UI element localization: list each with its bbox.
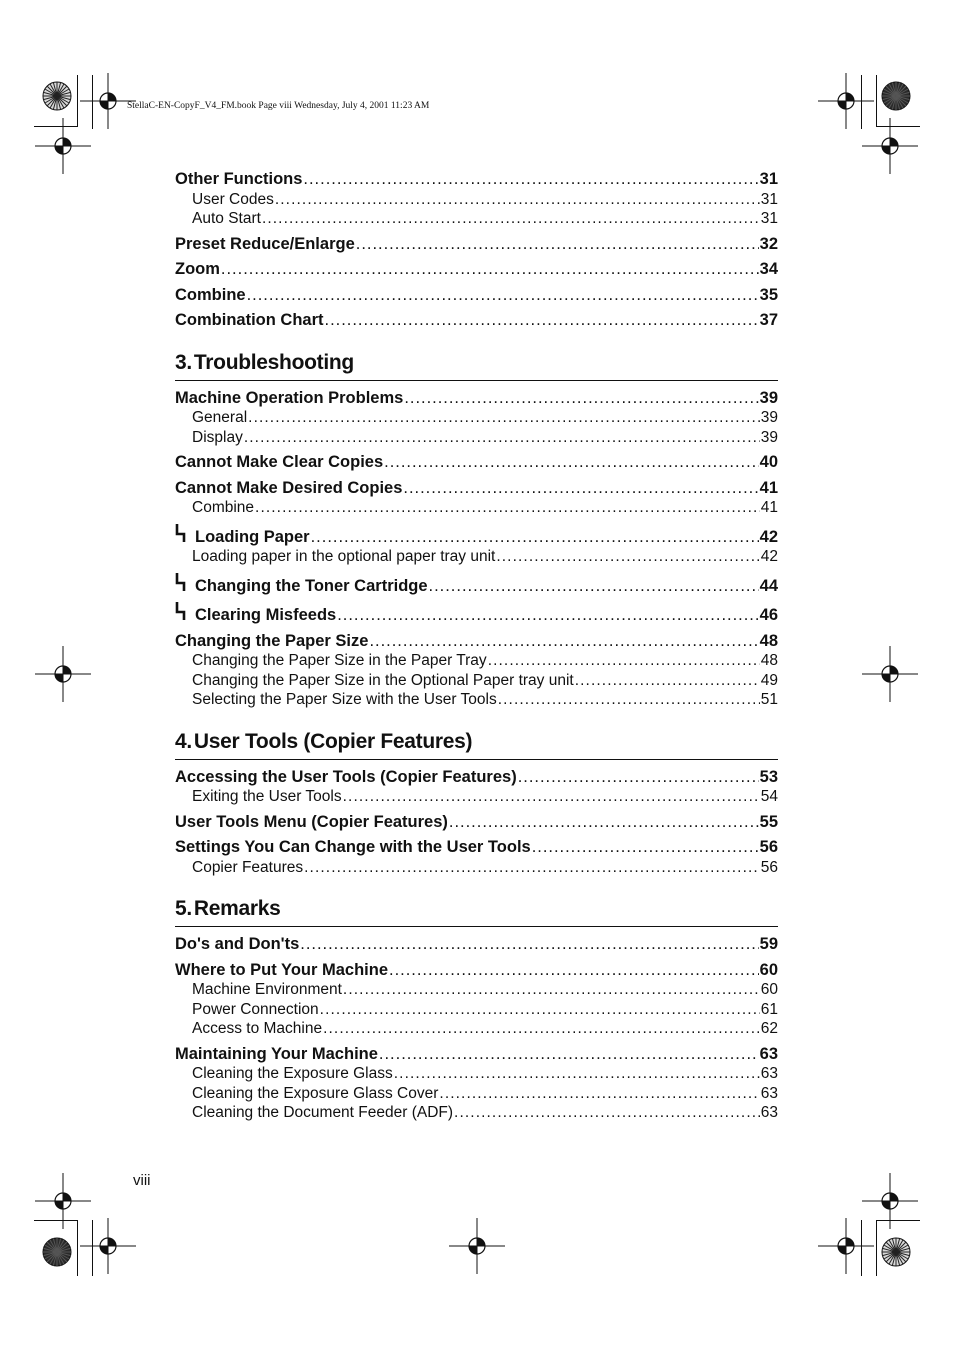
dot-leader <box>429 577 759 597</box>
toc-entry-label: Maintaining Your Machine <box>175 1044 378 1063</box>
toc-page-number: 61 <box>760 1000 778 1018</box>
toc-page-number: 48 <box>759 631 778 650</box>
toc-subentry[interactable] <box>175 787 778 807</box>
crop-mark <box>34 126 78 127</box>
dot-leader <box>518 768 759 788</box>
toc-subentry[interactable] <box>175 980 778 1000</box>
chapter-heading <box>175 730 778 760</box>
toc-page-number: 60 <box>760 981 778 998</box>
crosshair-icon <box>818 1218 874 1274</box>
toc-entry[interactable] <box>175 813 778 833</box>
dot-leader <box>394 1064 760 1084</box>
dot-leader <box>532 838 759 858</box>
toc-entry-label: Access to Machine <box>192 1020 323 1037</box>
dot-leader <box>389 961 759 981</box>
toc-page-number: 46 <box>759 606 778 624</box>
toc-page-number: 41 <box>759 478 778 497</box>
toc-page-number: 31 <box>760 190 778 208</box>
toc-entry-label: Other Functions <box>175 170 303 188</box>
dot-leader <box>379 1045 759 1065</box>
toc-entry[interactable] <box>175 479 778 499</box>
toc-entry-label: Display <box>192 428 243 446</box>
color-disk-icon <box>881 1237 911 1267</box>
dot-leader <box>369 632 758 652</box>
dot-leader <box>275 190 760 210</box>
toc-entry-label: Changing the Paper Size in the Paper Tray <box>192 652 487 669</box>
toc-subentry[interactable] <box>175 1019 778 1039</box>
toc-page-number: 55 <box>759 812 778 831</box>
crop-mark <box>876 126 920 127</box>
hand-icon <box>175 524 195 548</box>
dot-leader <box>311 528 759 548</box>
toc-entry-label: Changing the Paper Size in the Optional Paper tray unit <box>192 671 574 689</box>
dot-leader <box>404 389 758 409</box>
dot-leader <box>449 813 759 833</box>
toc-entry-label: General <box>192 409 248 426</box>
toc-subentry[interactable] <box>175 651 778 671</box>
dot-leader <box>323 1019 760 1039</box>
toc-subentry[interactable] <box>175 1084 778 1104</box>
dot-leader <box>300 935 758 955</box>
toc-entry-label: Loading Paper <box>195 527 310 546</box>
crosshair-icon <box>80 1218 136 1274</box>
toc-entry-label: Combine <box>192 499 255 516</box>
toc-subentry[interactable] <box>175 547 778 567</box>
dot-leader <box>320 1000 760 1020</box>
toc-subentry[interactable] <box>175 1064 778 1084</box>
dot-leader <box>303 170 758 190</box>
dot-leader <box>384 453 759 473</box>
toc-entry-label: Copier Features <box>192 858 304 876</box>
crop-mark <box>92 75 93 129</box>
toc-page-number: 59 <box>759 935 778 953</box>
dot-leader <box>248 408 760 428</box>
toc-entry-label: Where to Put Your Machine <box>175 960 388 979</box>
toc-entry-label: Selecting the Paper Size with the User Tools <box>192 691 497 708</box>
toc-entry-label: Changing the Toner Cartridge <box>195 576 428 595</box>
toc-page-number: 63 <box>760 1104 778 1121</box>
toc-subentry[interactable] <box>175 190 778 210</box>
dot-leader <box>496 547 759 567</box>
toc-entry-label: Zoom <box>175 260 220 278</box>
toc-entry[interactable] <box>175 260 778 280</box>
crop-mark <box>92 1220 93 1276</box>
toc-page-number: 54 <box>760 788 778 805</box>
toc-subentry[interactable] <box>175 671 778 691</box>
toc-page-number: 42 <box>759 527 778 546</box>
toc-page-number: 44 <box>759 576 778 595</box>
toc-entry[interactable] <box>175 602 778 626</box>
chapter-number: 5. <box>175 897 192 920</box>
toc-page-number: 48 <box>760 652 778 669</box>
toc-entry-label: User Tools Menu (Copier Features) <box>175 812 448 831</box>
toc-entry-label: Exiting the User Tools <box>192 788 342 805</box>
dot-leader <box>221 260 759 280</box>
toc-page-number: 39 <box>760 428 778 446</box>
toc-entry[interactable] <box>175 935 778 955</box>
crop-mark <box>876 1220 920 1221</box>
dot-leader <box>403 479 758 499</box>
toc-entry-label: Cannot Make Desired Copies <box>175 478 403 497</box>
toc-subentry[interactable] <box>175 428 778 448</box>
toc-page-number: 63 <box>760 1084 778 1102</box>
crop-mark <box>34 1220 78 1221</box>
toc-page-number: 31 <box>759 170 778 188</box>
toc-entry-label: Combination Chart <box>175 311 324 329</box>
toc-entry-label: Settings You Can Change with the User Tools <box>175 838 531 856</box>
dot-leader <box>304 858 760 878</box>
toc-entry-label: Do's and Don'ts <box>175 935 300 953</box>
dot-leader <box>488 651 760 671</box>
dot-leader <box>337 606 758 626</box>
page-number: viii <box>133 1172 151 1189</box>
toc-entry[interactable] <box>175 311 778 331</box>
toc-entry[interactable] <box>175 524 778 548</box>
toc-subentry[interactable] <box>175 408 778 428</box>
toc-page-number: 60 <box>759 960 778 979</box>
toc-page-number: 39 <box>760 409 778 426</box>
toc-entry[interactable] <box>175 768 778 788</box>
toc-page-number: 32 <box>759 234 778 253</box>
crosshair-icon <box>862 646 918 702</box>
crop-mark <box>861 75 862 129</box>
toc-page-number: 51 <box>760 691 778 708</box>
toc-page-number: 42 <box>760 548 778 565</box>
toc-entry[interactable] <box>175 632 778 652</box>
dot-leader <box>325 311 759 331</box>
file-info-header: StellaC-EN-CopyF_V4_FM.book Page viii Wednesday, July 4, 2001 11:23 AM <box>127 101 430 111</box>
chapter-heading <box>175 351 778 381</box>
toc-entry-label: Loading paper in the optional paper tray unit <box>192 548 496 565</box>
toc-page-number: 34 <box>759 260 778 278</box>
dot-leader <box>454 1103 760 1123</box>
toc-page-number: 56 <box>760 858 778 876</box>
toc-page-number: 56 <box>759 838 778 856</box>
toc-entry-label: Auto Start <box>192 210 261 227</box>
chapter-title: Remarks <box>193 897 281 920</box>
color-disk-icon <box>42 81 72 111</box>
toc-subentry[interactable] <box>175 1103 778 1123</box>
toc-subentry[interactable] <box>175 690 778 710</box>
toc-entry-label: Cleaning the Exposure Glass <box>192 1065 393 1082</box>
toc-page-number: 53 <box>759 767 778 786</box>
dot-leader <box>244 428 760 448</box>
toc-subentry[interactable] <box>175 209 778 229</box>
toc-page-number: 39 <box>759 388 778 407</box>
dot-leader <box>343 787 760 807</box>
dot-leader <box>498 690 760 710</box>
toc-page-number: 35 <box>759 285 778 304</box>
toc-entry-label: Cleaning the Document Feeder (ADF) <box>192 1104 454 1121</box>
toc-entry-label: Combine <box>175 285 246 304</box>
toc-page-number: 40 <box>759 453 778 471</box>
dot-leader <box>439 1084 759 1104</box>
toc-entry-label: Power Connection <box>192 1000 319 1018</box>
color-disk-icon <box>42 1237 72 1267</box>
toc-entry-label: Machine Operation Problems <box>175 388 404 407</box>
toc-page-number: 37 <box>759 311 778 329</box>
chapter-heading <box>175 897 778 927</box>
hand-icon <box>175 602 195 626</box>
toc-entry[interactable] <box>175 961 778 981</box>
dot-leader <box>255 498 760 518</box>
dot-leader <box>262 209 760 229</box>
toc-entry-label: Clearing Misfeeds <box>195 606 337 624</box>
toc-entry-label: User Codes <box>192 190 274 208</box>
toc-entry-label: Changing the Paper Size <box>175 631 369 650</box>
toc-entry[interactable] <box>175 389 778 409</box>
toc-entry[interactable] <box>175 170 778 190</box>
toc-subentry[interactable] <box>175 1000 778 1020</box>
crop-mark <box>77 75 78 127</box>
toc-page-number: 62 <box>760 1020 778 1037</box>
toc-entry-label: Preset Reduce/Enlarge <box>175 234 355 253</box>
crosshair-icon <box>35 646 91 702</box>
table-of-contents <box>175 170 778 1123</box>
crop-mark <box>77 1220 78 1276</box>
crosshair-icon <box>449 1218 505 1274</box>
toc-page-number: 41 <box>760 499 778 516</box>
toc-entry-label: Machine Environment <box>192 981 342 998</box>
toc-entry[interactable] <box>175 573 778 597</box>
toc-page-number: 49 <box>760 671 778 689</box>
toc-entry[interactable] <box>175 1045 778 1065</box>
crop-mark <box>876 75 877 127</box>
toc-entry-label: Cleaning the Exposure Glass Cover <box>192 1084 439 1102</box>
toc-subentry[interactable] <box>175 858 778 878</box>
toc-subentry[interactable] <box>175 498 778 518</box>
toc-entry-label: Cannot Make Clear Copies <box>175 453 384 471</box>
dot-leader <box>575 671 760 691</box>
dot-leader <box>356 235 759 255</box>
toc-entry[interactable] <box>175 838 778 858</box>
toc-page-number: 63 <box>760 1065 778 1082</box>
chapter-number: 4. <box>175 729 192 753</box>
crop-mark <box>876 1220 877 1276</box>
dot-leader <box>247 286 759 306</box>
color-disk-icon <box>881 81 911 111</box>
chapter-title: Troubleshooting <box>193 350 354 374</box>
hand-icon <box>175 573 195 597</box>
chapter-title: User Tools (Copier Features) <box>193 729 473 753</box>
toc-entry[interactable] <box>175 235 778 255</box>
toc-entry[interactable] <box>175 453 778 473</box>
toc-page-number: 31 <box>760 210 778 227</box>
toc-entry-label: Accessing the User Tools (Copier Features) <box>175 767 517 786</box>
toc-page-number: 63 <box>759 1044 778 1063</box>
crop-mark <box>861 1220 862 1276</box>
toc-entry[interactable] <box>175 286 778 306</box>
dot-leader <box>343 980 760 1000</box>
chapter-number: 3. <box>175 350 192 374</box>
